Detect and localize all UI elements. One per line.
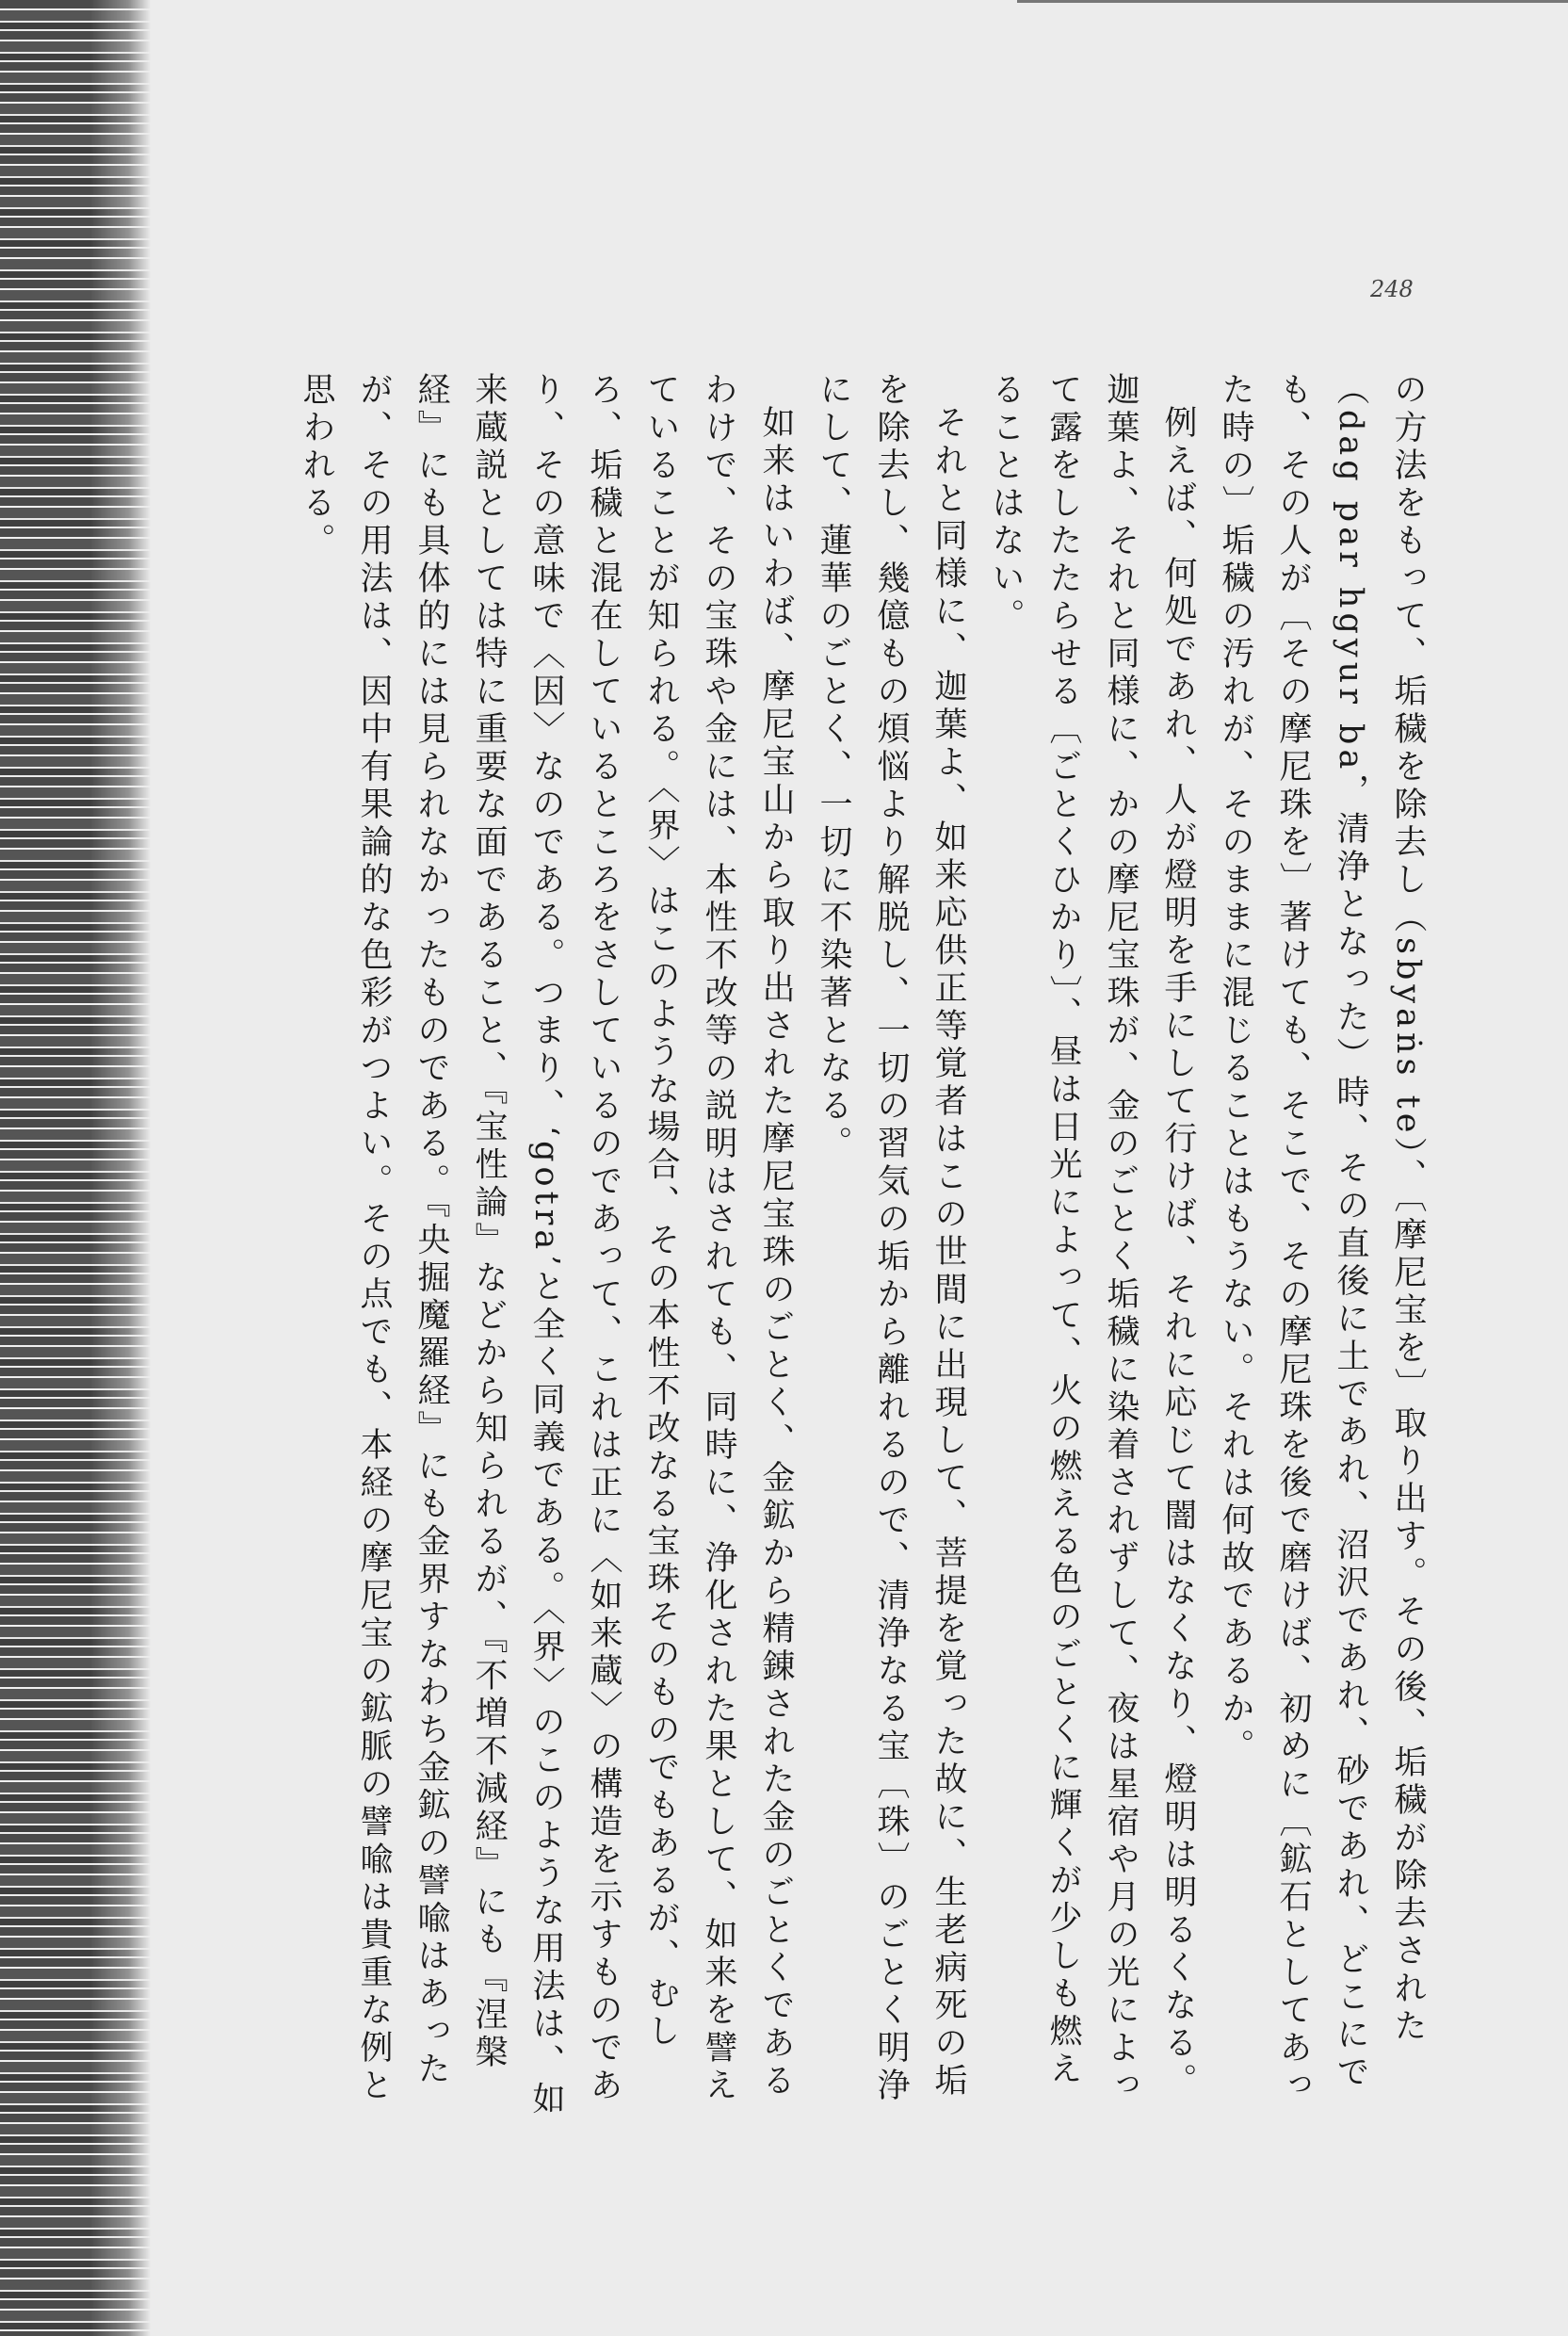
top-rule (1017, 0, 1568, 3)
scan-edge-shadow (0, 0, 151, 2336)
paragraph-4: 如来はいわば、摩尼宝山から取り出された摩尼宝珠のごとく、金鉱から精錬された金のごとくであるわけで、その宝珠や金には、本性不改等の説明はされても、同時に、浄化された果として、如来を譬えていることが知られる。〈界〉はこのような場合、その本性不改なる宝珠そのものでもあるが、むしろ、垢穢と混在しているところをさしているのであって、これは正に〈如来蔵〉の構造を示すものであり、その意味で〈因〉なのである。つまり、ʻgotraʼと全く同義である。〈界〉のこのような用法は、如来蔵説としては特に重要な面であること、『宝性論』などから知られるが、『不増不減経』にも『涅槃経』にも具体的には見られなかったものである。『央掘魔羅経』にも金界すなわち金鉱の譬喩はあったが、その用法は、因中有果論的な色彩がつよい。その点でも、本経の摩尼宝の鉱脈の譬喩は貴重な例と思われる。 (298, 372, 795, 2119)
paragraph-3: それと同様に、迦葉よ、如来応供正等覚者はこの世間に出現して、菩提を覚った故に、生老病死の垢を除去し、幾億もの煩悩より解脱し、一切の習気の垢から離れるので、清浄なる宝〔珠〕のごとく明浄にして、蓮華のごとく、一切に不染著となる。 (815, 372, 967, 2105)
page-number: 248 (1370, 276, 1414, 302)
body-text (298, 372, 1436, 2124)
paragraph-1: の方法をもって、垢穢を除去し（sbyaṅs te）、〔摩尼宝を〕取り出す。その後、垢穢が除去された（dag par hgyur ba，清浄となった）時、その直後に土であれ、沼沢であれ、砂であれ、どこにでも、その人が〔その摩尼珠を〕著けても、そこで、その摩尼珠を後で磨けば、初めに〔鉱石としてあった時の〕垢穢の汚れが、そのままに混じることはもうない。それは何故であるか。 (1217, 372, 1427, 2105)
paragraph-2: 例えば、何処であれ、人が燈明を手にして行けば、それに応じて闇はなくなり、燈明は明るくなる。迦葉よ、それと同様に、かの摩尼宝珠が、金のごとく垢穢に染着されずして、夜は星宿や月の光によって露をしたたらせる〔ごとくひかり〕、昼は日光によって、火の燃える色のごとくに輝くが少しも燃えることはない。 (987, 372, 1197, 2105)
